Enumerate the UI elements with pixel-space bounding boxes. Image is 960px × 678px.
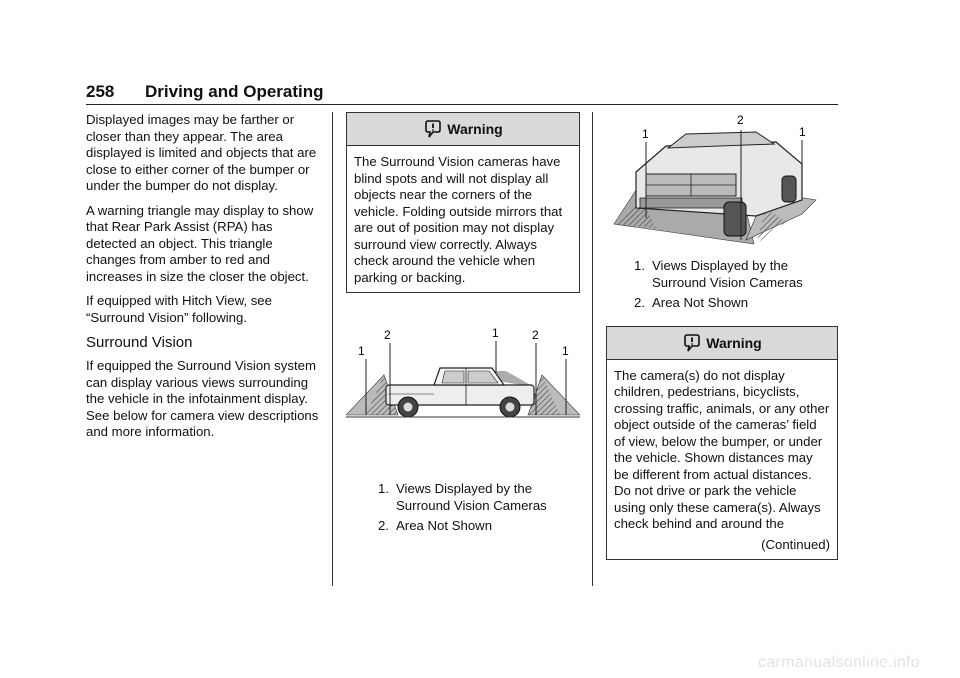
callout-label: 2: [384, 328, 391, 342]
paragraph-hitch-view: If equipped with Hitch View, see “Surround Vision” following.: [86, 293, 272, 325]
legend-item: 2. Area Not Shown: [634, 295, 749, 310]
column-divider-right: [592, 112, 593, 586]
page-header: [86, 82, 838, 105]
continued-label: (Continued): [761, 536, 830, 552]
front-figure-legend: [634, 258, 834, 312]
callout-label: 1: [799, 125, 806, 139]
paragraph-displayed-images: Displayed images may be farther or closer than they appear. The area displayed is limited and objects that are close to either corner of the bumper or under the bumper do not display.: [86, 112, 317, 193]
warning-text: The camera(s) do not display children, pedestrians, bicyclists, crossing traffic, animals, or any other object outside of the cameras’ field of view, below the bumper, or under the vehicle. Shown distances may be different from actual distances. Do not drive or park the vehicle using only these camera(s). Always check behind and around the: [614, 367, 830, 531]
warning-box-blind-spots: [346, 112, 580, 293]
callout-label: 2: [532, 328, 539, 342]
watermark: carmanualsonline.info: [758, 654, 920, 671]
page-number: 258: [86, 82, 115, 101]
warning-title: Warning: [447, 121, 503, 137]
column-divider-left: [332, 112, 333, 586]
column-middle: [346, 112, 580, 539]
callout-label: 2: [737, 113, 744, 127]
section-title: Driving and Operating: [145, 82, 324, 101]
warning-body: The Surround Vision cameras have blind spots and will not display all objects near the corners of the vehicle. Folding outside mirrors that are out of position may not display surround view correctly. Always check around the vehicle when parking or backing.: [354, 154, 563, 285]
warning-icon: [423, 119, 443, 139]
warning-header: [347, 113, 579, 146]
warning-header: [607, 327, 837, 360]
side-figure-legend: [378, 481, 578, 535]
callout-label: 1: [562, 344, 569, 358]
paragraph-surround-vision: If equipped the Surround Vision system can display various views surrounding the vehicle in the infotainment display. See below for camera view descriptions and more information.: [86, 358, 319, 439]
column-left: [86, 112, 322, 449]
legend-item: 2. Area Not Shown: [378, 518, 493, 533]
paragraph-warning-triangle: A warning triangle may display to show that Rear Park Assist (RPA) has detected an object. This triangle changes from amber to red and increases in size the closer the object.: [86, 202, 314, 284]
legend-item: 1. Views Displayed by the Surround Vision Cameras: [378, 481, 547, 513]
warning-box-camera-limits: [606, 326, 838, 561]
warning-body: [607, 360, 837, 560]
callout-label: 1: [358, 344, 365, 358]
side-view-diagram: [346, 315, 580, 445]
column-right: [606, 112, 838, 560]
callout-label: 1: [492, 326, 499, 340]
warning-title: Warning: [706, 334, 762, 351]
callout-label: 1: [642, 127, 649, 141]
warning-icon: [682, 333, 702, 353]
front-view-diagram: [606, 112, 838, 250]
heading-surround-vision: Surround Vision: [86, 334, 193, 351]
legend-item: 1. Views Displayed by the Surround Vision Cameras: [634, 258, 803, 290]
